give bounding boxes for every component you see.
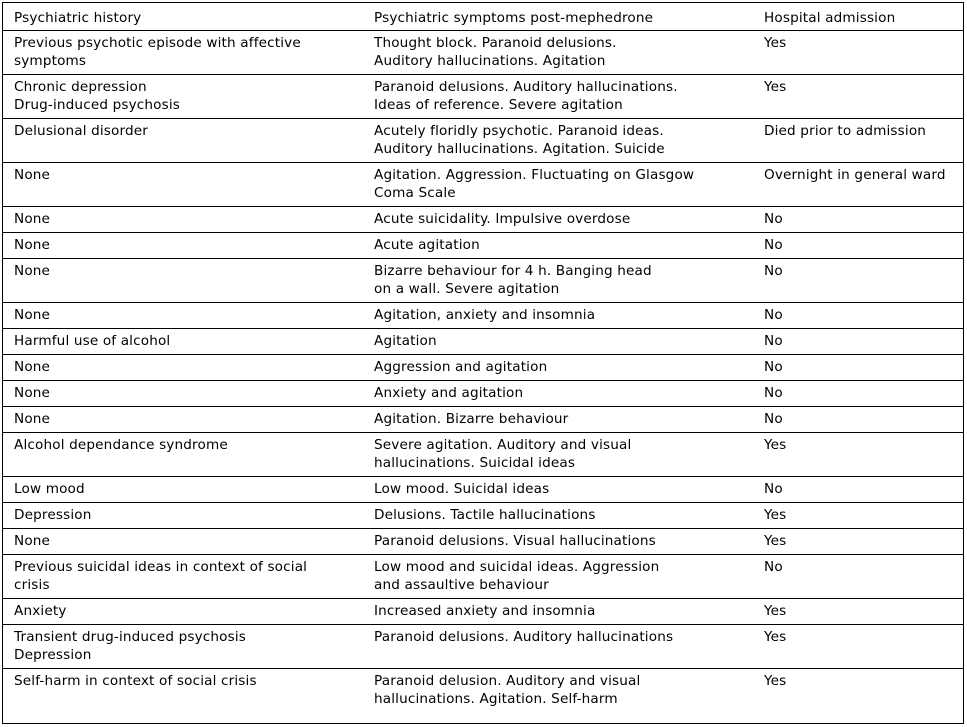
- cell-hospital-admission: No: [753, 476, 963, 502]
- cell-hospital-admission: Yes: [753, 74, 963, 118]
- cell-hospital-admission: No: [753, 554, 963, 598]
- table-row: [3, 406, 963, 432]
- cell-symptoms: Severe agitation. Auditory and visual hallucinations. Suicidal ideas: [359, 432, 753, 476]
- cell-psychiatric-history: Harmful use of alcohol: [3, 328, 359, 354]
- cell-hospital-admission: No: [753, 406, 963, 432]
- table-row: [3, 232, 963, 258]
- table-row: [3, 528, 963, 554]
- cell-psychiatric-history: Anxiety: [3, 598, 359, 624]
- cell-symptoms: Acutely floridly psychotic. Paranoid ideas. Auditory hallucinations. Agitation. Suicide: [359, 118, 753, 162]
- cell-symptoms: Paranoid delusions. Visual hallucinations: [359, 528, 753, 554]
- cell-symptoms: Aggression and agitation: [359, 354, 753, 380]
- cell-psychiatric-history: Self-harm in context of social crisis: [3, 668, 359, 712]
- cell-symptoms: Acute agitation: [359, 232, 753, 258]
- header-hospital-admission: Hospital admission: [753, 3, 963, 30]
- table-row: [3, 354, 963, 380]
- cell-psychiatric-history: Previous psychotic episode with affective symptoms: [3, 30, 359, 74]
- cell-symptoms: Thought block. Paranoid delusions. Auditory hallucinations. Agitation: [359, 30, 753, 74]
- table-row: [3, 380, 963, 406]
- cell-symptoms: Agitation. Aggression. Fluctuating on Glasgow Coma Scale: [359, 162, 753, 206]
- cell-psychiatric-history: Previous suicidal ideas in context of social crisis: [3, 554, 359, 598]
- table-row: [3, 554, 963, 598]
- table-row: [3, 328, 963, 354]
- table-row: [3, 476, 963, 502]
- table-row: [3, 502, 963, 528]
- cell-hospital-admission: Yes: [753, 668, 963, 712]
- table-body: [3, 30, 963, 712]
- cell-psychiatric-history: None: [3, 258, 359, 302]
- cell-psychiatric-history: Alcohol dependance syndrome: [3, 432, 359, 476]
- cell-psychiatric-history: None: [3, 380, 359, 406]
- table-row: [3, 432, 963, 476]
- cell-symptoms: Paranoid delusions. Auditory hallucinations. Ideas of reference. Severe agitation: [359, 74, 753, 118]
- header-row: [3, 3, 963, 30]
- cell-symptoms: Agitation. Bizarre behaviour: [359, 406, 753, 432]
- table-row: [3, 302, 963, 328]
- cell-psychiatric-history: None: [3, 162, 359, 206]
- cell-psychiatric-history: Delusional disorder: [3, 118, 359, 162]
- cell-hospital-admission: No: [753, 258, 963, 302]
- cell-hospital-admission: No: [753, 354, 963, 380]
- cell-psychiatric-history: Low mood: [3, 476, 359, 502]
- cell-hospital-admission: Yes: [753, 502, 963, 528]
- cell-psychiatric-history: None: [3, 206, 359, 232]
- cell-hospital-admission: No: [753, 302, 963, 328]
- cell-symptoms: Paranoid delusions. Auditory hallucinations: [359, 624, 753, 668]
- cell-psychiatric-history: None: [3, 354, 359, 380]
- cell-hospital-admission: No: [753, 232, 963, 258]
- cell-hospital-admission: No: [753, 328, 963, 354]
- table-row: [3, 74, 963, 118]
- cell-symptoms: Paranoid delusion. Auditory and visual hallucinations. Agitation. Self-harm: [359, 668, 753, 712]
- cell-hospital-admission: Yes: [753, 528, 963, 554]
- cell-symptoms: Low mood. Suicidal ideas: [359, 476, 753, 502]
- table-row: [3, 118, 963, 162]
- cell-hospital-admission: No: [753, 380, 963, 406]
- table-row: [3, 624, 963, 668]
- table-row: [3, 162, 963, 206]
- header-symptoms: Psychiatric symptoms post-mephedrone: [359, 3, 753, 30]
- cell-psychiatric-history: None: [3, 406, 359, 432]
- cell-symptoms: Bizarre behaviour for 4 h. Banging head on a wall. Severe agitation: [359, 258, 753, 302]
- cell-symptoms: Low mood and suicidal ideas. Aggression and assaultive behaviour: [359, 554, 753, 598]
- cell-symptoms: Anxiety and agitation: [359, 380, 753, 406]
- cell-symptoms: Delusions. Tactile hallucinations: [359, 502, 753, 528]
- cell-hospital-admission: Yes: [753, 624, 963, 668]
- cell-symptoms: Acute suicidality. Impulsive overdose: [359, 206, 753, 232]
- table-row: [3, 598, 963, 624]
- cell-hospital-admission: Overnight in general ward: [753, 162, 963, 206]
- cell-psychiatric-history: None: [3, 232, 359, 258]
- cell-psychiatric-history: None: [3, 528, 359, 554]
- table-row: [3, 206, 963, 232]
- psychiatric-table: [3, 3, 963, 712]
- table-row: [3, 668, 963, 712]
- header-psychiatric-history: Psychiatric history: [3, 3, 359, 30]
- table-row: [3, 30, 963, 74]
- cell-psychiatric-history: Depression: [3, 502, 359, 528]
- cell-hospital-admission: Yes: [753, 30, 963, 74]
- cell-symptoms: Agitation, anxiety and insomnia: [359, 302, 753, 328]
- cell-hospital-admission: No: [753, 206, 963, 232]
- cell-hospital-admission: Died prior to admission: [753, 118, 963, 162]
- cell-hospital-admission: Yes: [753, 598, 963, 624]
- cell-hospital-admission: Yes: [753, 432, 963, 476]
- cell-symptoms: Increased anxiety and insomnia: [359, 598, 753, 624]
- table-frame: [2, 2, 964, 724]
- cell-psychiatric-history: Chronic depression Drug-induced psychosis: [3, 74, 359, 118]
- table-row: [3, 258, 963, 302]
- cell-symptoms: Agitation: [359, 328, 753, 354]
- cell-psychiatric-history: Transient drug-induced psychosis Depression: [3, 624, 359, 668]
- cell-psychiatric-history: None: [3, 302, 359, 328]
